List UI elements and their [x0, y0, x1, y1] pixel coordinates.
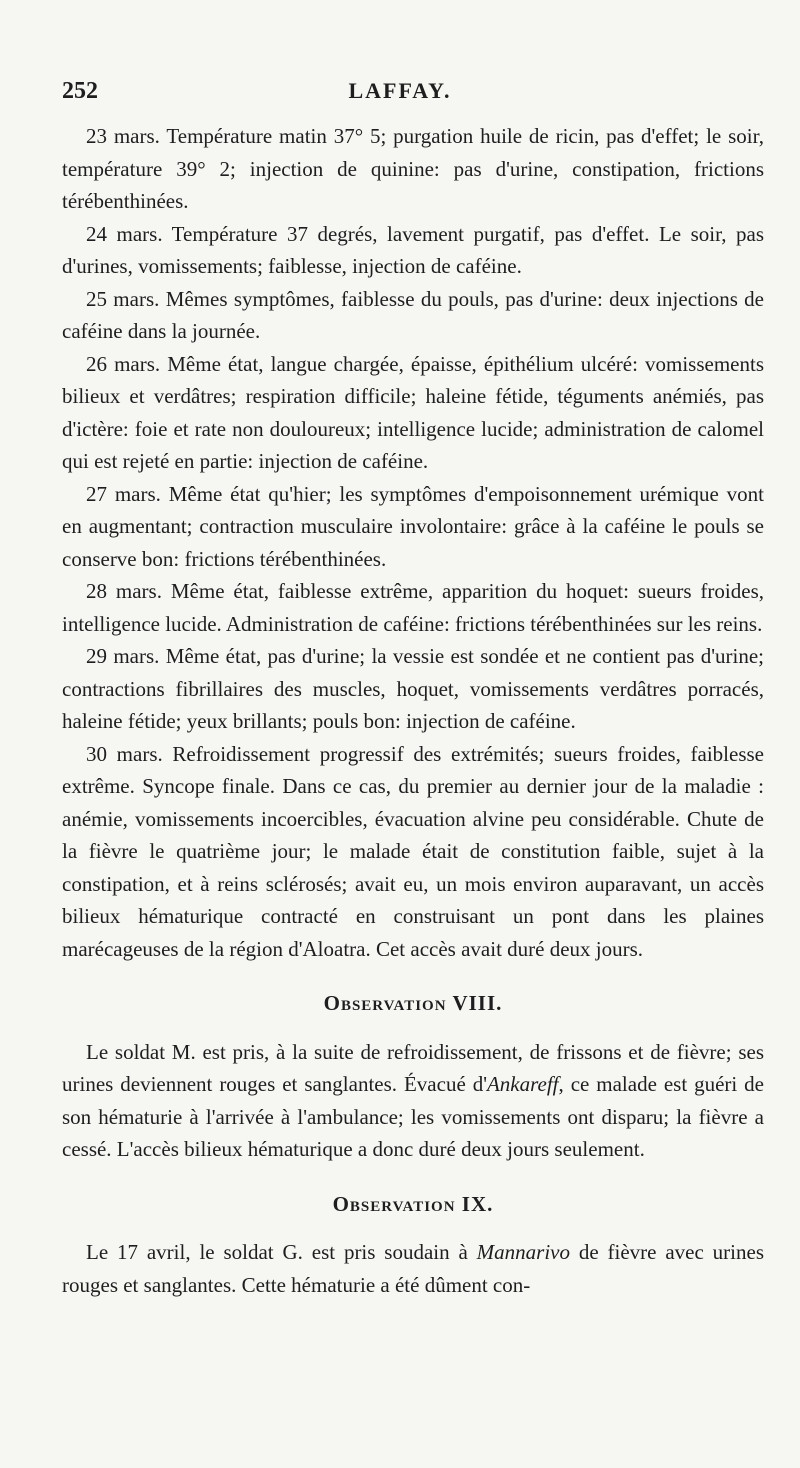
- paragraph-26-mars: 26 mars. Même état, langue chargée, épaisse, épithélium ulcéré: vomissements bilieux et verdâtres; respiration difficile; haleine fétide, téguments anémiés, pas d'ictère: foie et rate non douloureux; intelligence lucide; administration de calomel qui est rejeté en partie: injection de caféine.: [62, 351, 764, 473]
- observation-8-heading-number: VIII.: [452, 991, 503, 1015]
- observation-9-heading: [62, 1188, 764, 1221]
- observation-8-paragraph: [62, 1036, 764, 1166]
- observation-9-heading-word: Observation: [332, 1191, 456, 1216]
- observation-8-heading: [62, 987, 764, 1020]
- observation-8-text-before: Le soldat M. est pris, à la suite de refroidissement, de frissons et de fièvre; ses urines deviennent rouges et sanglantes. Évacué d': [62, 1039, 764, 1096]
- page-number: 252: [62, 78, 98, 104]
- paragraph-23-mars: 23 mars. Température matin 37° 5; purgation huile de ricin, pas d'effet; le soir, température 39° 2; injection de quinine: pas d'urine, constipation, frictions térébenthinées.: [62, 124, 764, 213]
- page-header: [62, 78, 738, 110]
- observation-8-heading-word: Observation: [323, 991, 447, 1015]
- observation-9-text-after: de fièvre avec urines rouges et sanglantes. Cette hématurie a été dûment con-: [62, 1240, 764, 1297]
- observation-9-place: Mannarivo: [476, 1240, 570, 1264]
- paragraph-27-mars: 27 mars. Même état qu'hier; les symptômes d'empoisonnement urémique vont en augmentant; contraction musculaire involontaire: grâce à la caféine le pouls se conserve bon: frictions térébenthinées.: [62, 481, 764, 571]
- paragraph-24-mars: 24 mars. Température 37 degrés, lavement purgatif, pas d'effet. Le soir, pas d'urines, vomissements; faiblesse, injection de caféine.: [62, 221, 764, 278]
- observation-8-text-after: , ce malade est guéri de son hématurie à l'arrivée à l'ambulance; les vomissements ont disparu; la fièvre a cessé. L'accès bilieux hématurique a donc duré deux jours seulement.: [62, 1072, 764, 1161]
- paragraph-25-mars: 25 mars. Mêmes symptômes, faiblesse du pouls, pas d'urine: deux injections de caféine dans la journée.: [62, 286, 764, 343]
- paragraph-30-mars: 30 mars. Refroidissement progressif des extrémités; sueurs froides, faiblesse extrême. Syncope finale. Dans ce cas, du premier au dernier jour de la maladie : anémie, vomissements incoercibles, évacuation alvine peu considérable. Chute de la fièvre le quatrième jour; le malade était de constitution faible, sujet à la constipation, et à reins sclérosés; avait eu, un mois environ auparavant, un accès bilieux hématurique contracté en construisant un pont dans les plaines marécageuses de la région d'Aloatra. Cet accès avait duré deux jours.: [62, 741, 764, 961]
- body-text: [62, 120, 764, 1301]
- observation-9-heading-number: IX.: [461, 1191, 494, 1216]
- running-head: LAFFAY.: [348, 78, 452, 103]
- paragraph-28-mars: 28 mars. Même état, faiblesse extrême, apparition du hoquet: sueurs froides, intelligence lucide. Administration de caféine: frictions térébenthinées sur les reins.: [62, 579, 764, 636]
- paragraph-29-mars: 29 mars. Même état, pas d'urine; la vessie est sondée et ne contient pas d'urine; contractions fibrillaires des muscles, hoquet, vomissements verdâtres porracés, haleine fétide; yeux brillants; pouls bon: injection de caféine.: [62, 644, 764, 733]
- observation-9-paragraph: [62, 1236, 764, 1301]
- observation-8-place: Ankareff: [486, 1072, 559, 1096]
- observation-9-text-before: Le 17 avril, le soldat G. est pris soudain à: [86, 1240, 477, 1264]
